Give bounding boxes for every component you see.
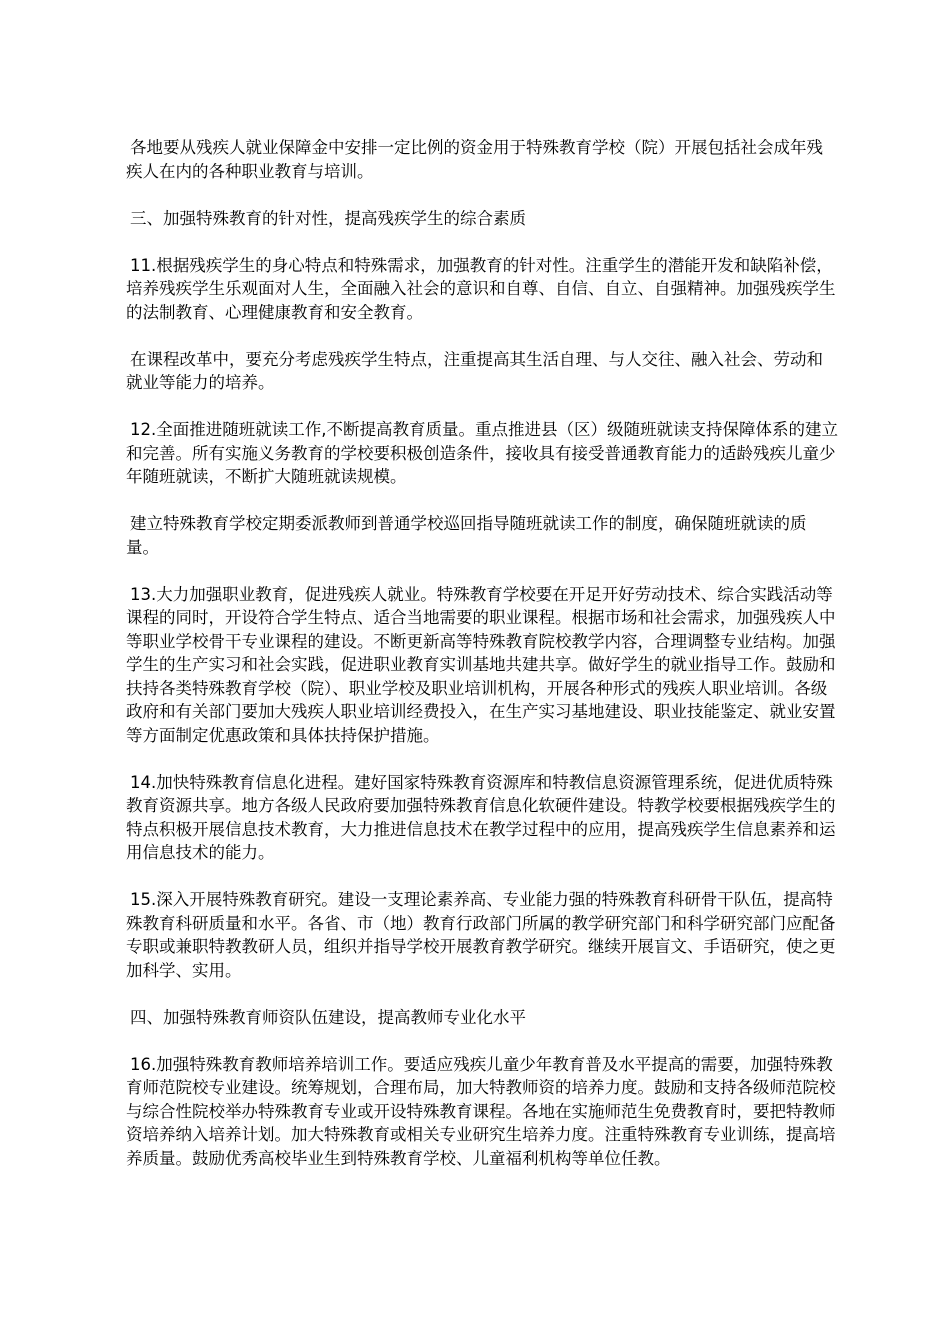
paragraph-item-16 <box>126 1053 838 1171</box>
paragraph-text: 16.加强特殊教育教师培养培训工作。要适应残疾儿童少年教育普及水平提高的需要，加强特殊教育师范院校专业建设。统筹规划，合理布局，加大特教师资的培养力度。鼓励和支持各级师范院校与综合性院校举办特殊教育专业或开设特殊教育课程。各地在实施师范生免费教育时，要把特教师资培养纳入培养计划。加大特殊教育或相关专业研究生培养力度。注重特殊教育专业训练，提高培养质量。鼓励优秀高校毕业生到特殊教育学校、儿童福利机构等单位任教。 <box>126 1054 836 1168</box>
paragraph-itinerant <box>126 512 838 559</box>
paragraph-funding <box>126 136 838 183</box>
paragraph-text: 11.根据残疾学生的身心特点和特殊需求，加强教育的针对性。注重学生的潜能开发和缺陷补偿，培养残疾学生乐观面对人生，全面融入社会的意识和自尊、自信、自立、自强精神。加强残疾学生的法制教育、心理健康教育和安全教育。 <box>126 255 836 322</box>
paragraph-item-14 <box>126 771 838 865</box>
paragraph-text: 在课程改革中，要充分考虑残疾学生特点，注重提高其生活自理、与人交往、融入社会、劳动和就业等能力的培养。 <box>126 349 823 392</box>
heading-text: 三、加强特殊教育的针对性，提高残疾学生的综合素质 <box>130 208 526 228</box>
paragraph-text: 各地要从残疾人就业保障金中安排一定比例的资金用于特殊教育学校（院）开展包括社会成年残疾人在内的各种职业教育与培训。 <box>126 138 823 181</box>
heading-text: 四、加强特殊教育师资队伍建设，提高教师专业化水平 <box>130 1007 526 1027</box>
paragraph-curriculum <box>126 348 838 395</box>
paragraph-text: 14.加快特殊教育信息化进程。建好国家特殊教育资源库和特教信息资源管理系统，促进优质特殊教育资源共享。地方各级人民政府要加强特殊教育信息化软硬件建设。特教学校要根据残疾学生的特点积极开展信息技术教育，大力推进信息技术在教学过程中的应用，提高残疾学生信息素养和运用信息技术的能力。 <box>126 772 836 862</box>
paragraph-item-11 <box>126 254 838 325</box>
section-heading-4 <box>126 1006 838 1030</box>
paragraph-item-15 <box>126 888 838 982</box>
paragraph-item-12 <box>126 418 838 489</box>
paragraph-text: 12.全面推进随班就读工作,不断提高教育质量。重点推进县（区）级随班就读支持保障体系的建立和完善。所有实施义务教育的学校要积极创造条件，接收具有接受普通教育能力的适龄残疾儿童少年随班就读，不断扩大随班就读规模。 <box>126 420 838 486</box>
paragraph-text: 13.大力加强职业教育，促进残疾人就业。特殊教育学校要在开足开好劳动技术、综合实践活动等课程的同时，开设符合学生特点、适合当地需要的职业课程。根据市场和社会需求，加强残疾人中等职业学校骨干专业课程的建设。不断更新高等特殊教育院校教学内容，合理调整专业结构。加强学生的生产实习和社会实践，促进职业教育实训基地共建共享。做好学生的就业指导工作。鼓励和扶持各类特殊教育学校（院）、职业学校及职业培训机构，开展各种形式的残疾人职业培训。各级政府和有关部门要加大残疾人职业培训经费投入，在生产实习基地建设、职业技能鉴定、就业安置等方面制定优惠政策和具体扶持保护措施。 <box>126 584 836 745</box>
section-heading-3 <box>126 207 838 231</box>
paragraph-text: 建立特殊教育学校定期委派教师到普通学校巡回指导随班就读工作的制度，确保随班就读的质量。 <box>126 514 807 557</box>
paragraph-item-13 <box>126 583 838 748</box>
document-body <box>126 136 838 1194</box>
paragraph-text: 15.深入开展特殊教育研究。建设一支理论素养高、专业能力强的特殊教育科研骨干队伍，提高特殊教育科研质量和水平。各省、市（地）教育行政部门所属的教学研究部门和科学研究部门应配备专职或兼职特教教研人员，组织并指导学校开展教育教学研究。继续开展盲文、手语研究，使之更加科学、实用。 <box>126 890 836 980</box>
